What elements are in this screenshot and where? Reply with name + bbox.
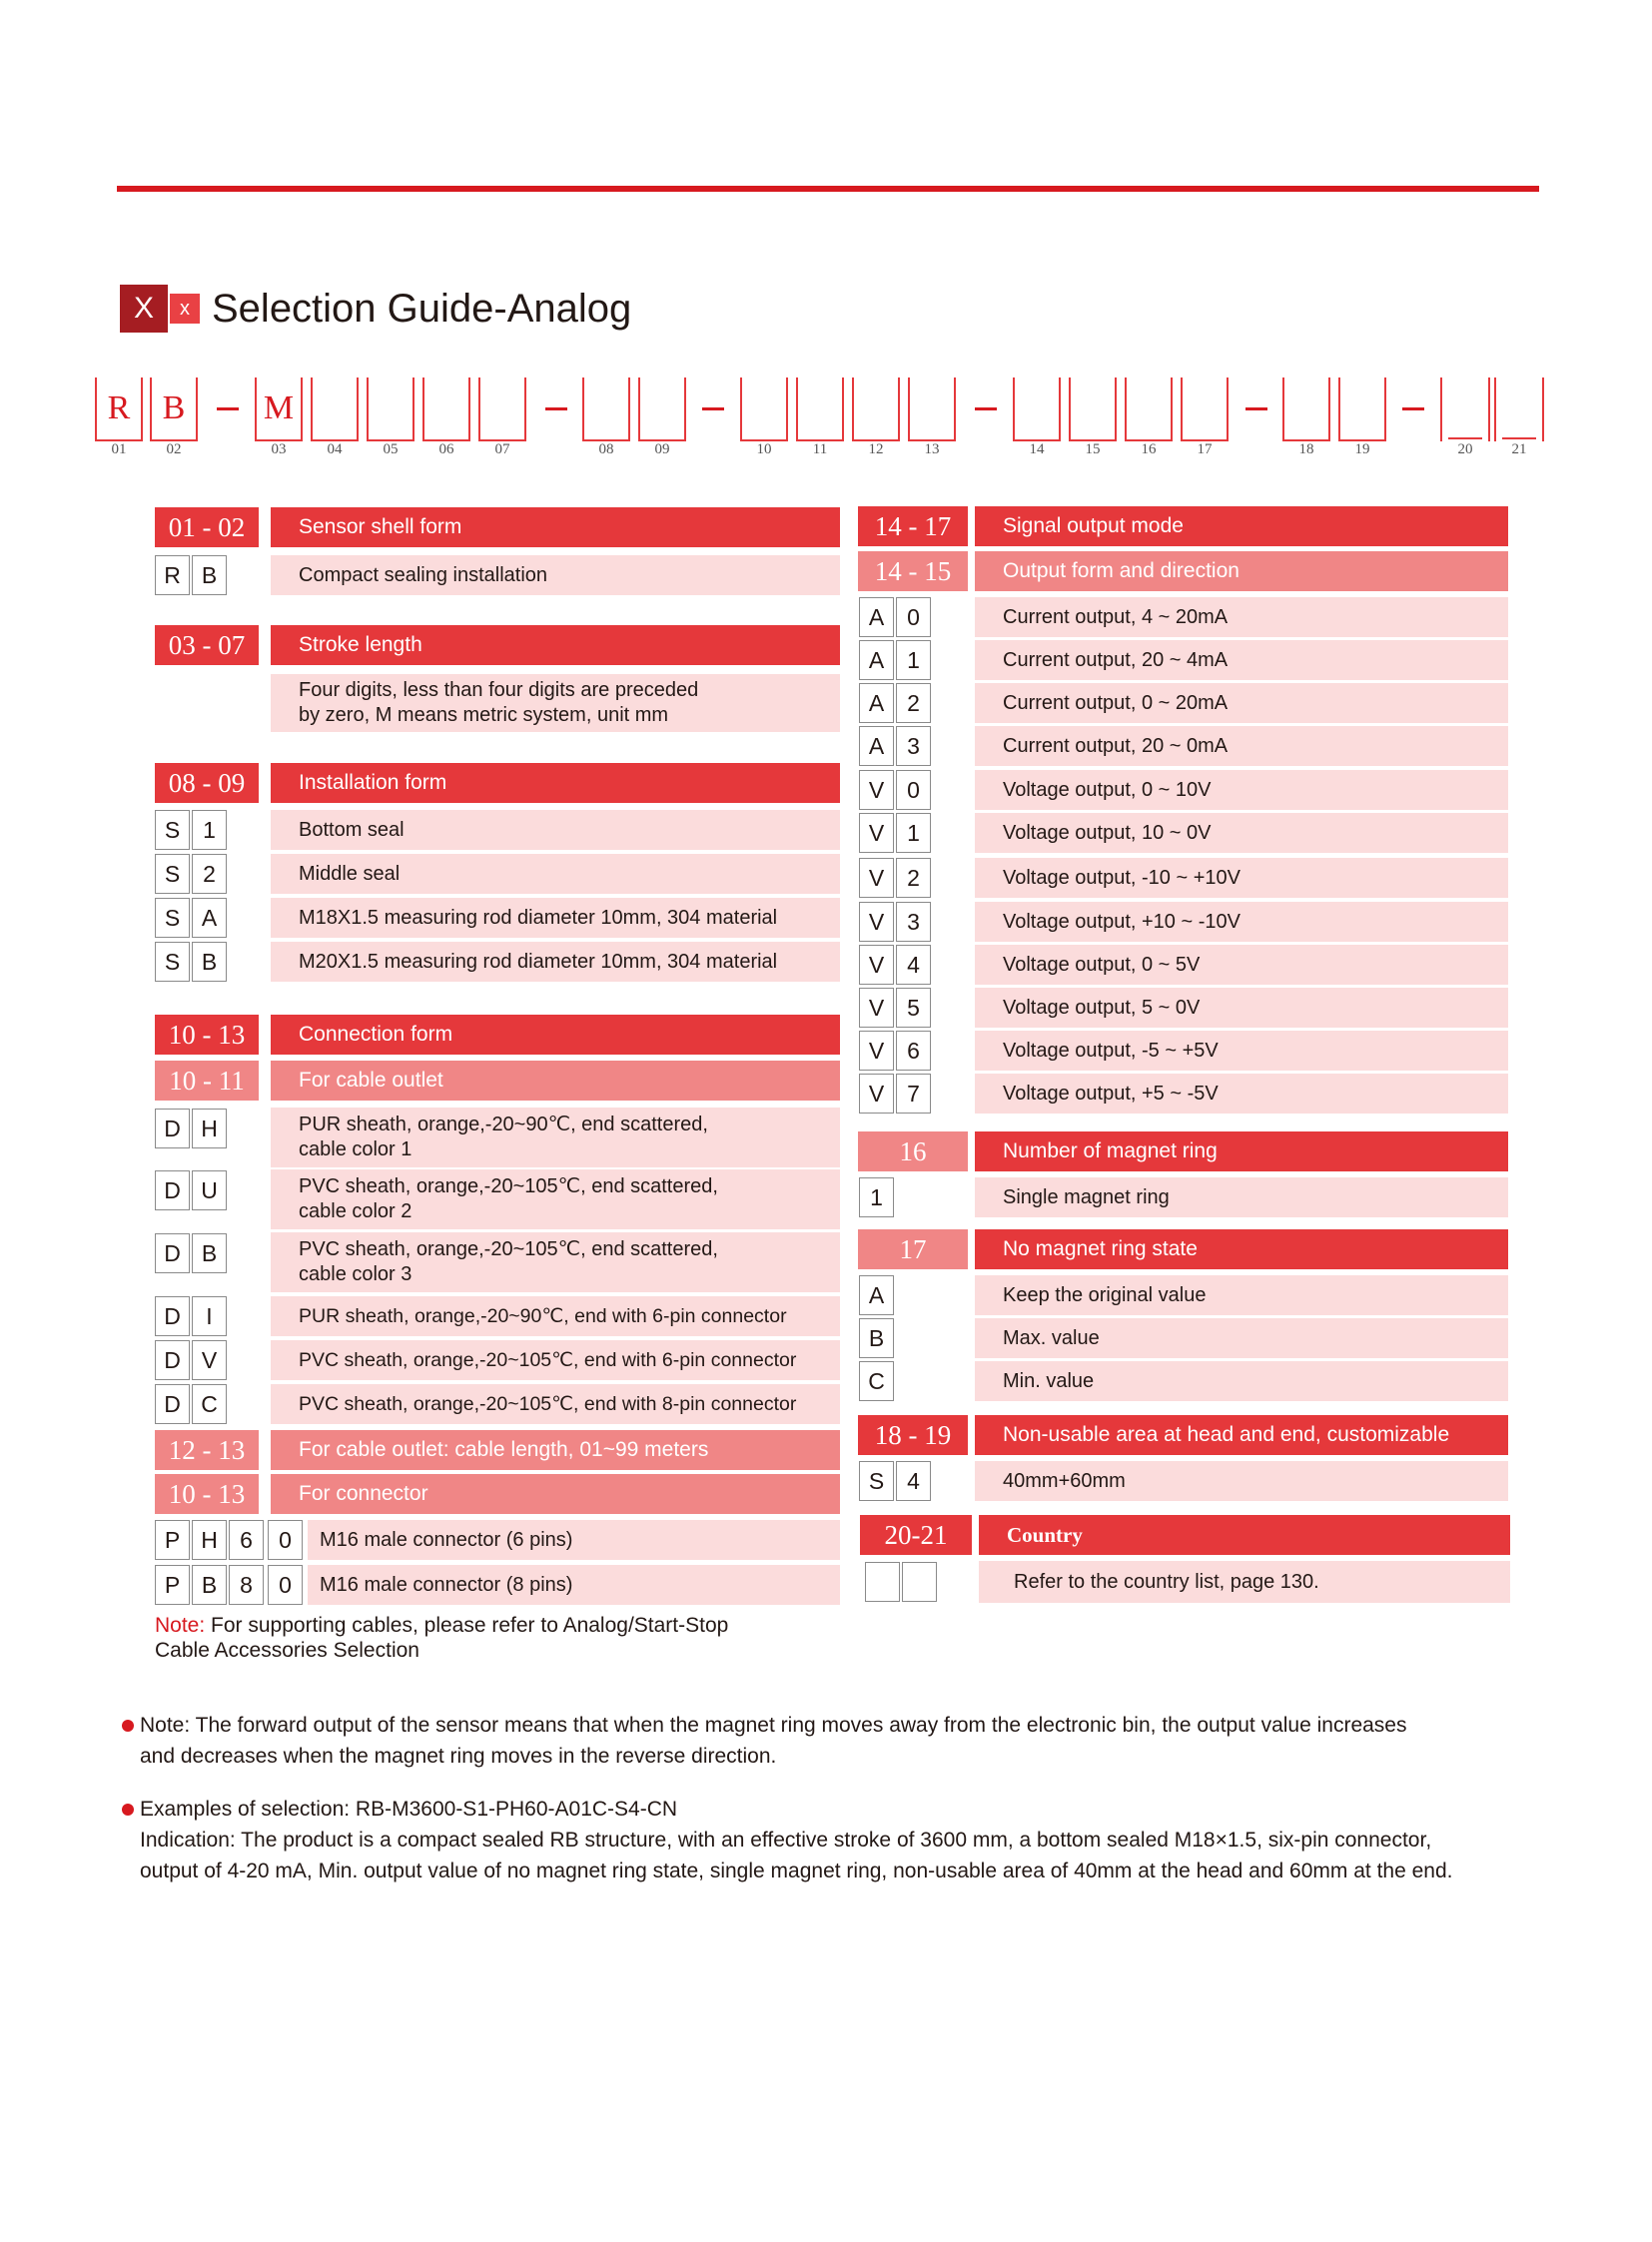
code-cell: H	[192, 1520, 227, 1560]
forward-output-note	[140, 1710, 1558, 1772]
option-desc: PVC sheath, orange,-20~105℃, end with 6-pin connector	[271, 1340, 840, 1380]
note-line: Note: The forward output of the sensor means that when the magnet ring moves away from the electronic bin, the output value increases	[140, 1714, 1407, 1737]
code-position: 12	[868, 441, 884, 457]
code-cell: V	[859, 1031, 894, 1071]
option-desc: Bottom seal	[271, 810, 840, 850]
code-cell: B	[192, 555, 227, 595]
section-label: 18 - 19	[858, 1415, 968, 1455]
code-cell: S	[155, 854, 190, 894]
code-cell: 5	[896, 988, 931, 1028]
code-position: 09	[654, 441, 670, 457]
code-box-07	[478, 377, 526, 441]
code-cell: H	[192, 1109, 227, 1148]
code-cell: P	[155, 1565, 190, 1605]
code-position: 08	[598, 441, 614, 457]
section-label: 10 - 13	[155, 1015, 259, 1055]
option-desc: Voltage output, 0 ~ 10V	[975, 770, 1508, 810]
code-cell: R	[155, 555, 190, 595]
code-box-09	[638, 377, 686, 441]
code-position: 19	[1354, 441, 1370, 457]
example-line: Indication: The product is a compact sealed RB structure, with an effective stroke of 3600 mm, a bottom sealed M18×1.5, six-pin connector,	[140, 1829, 1432, 1852]
code-cell: V	[192, 1340, 227, 1380]
option-desc: Voltage output, +5 ~ -5V	[975, 1074, 1508, 1114]
option-desc: Current output, 20 ~ 4mA	[975, 640, 1508, 680]
code-cell: 4	[896, 1461, 931, 1501]
option-desc: M20X1.5 measuring rod diameter 10mm, 304 material	[271, 942, 840, 982]
section-title: Sensor shell form	[271, 507, 840, 547]
subsection-label: 10 - 13	[155, 1474, 259, 1514]
option-desc: 40mm+60mm	[975, 1461, 1508, 1501]
code-box-21	[1494, 377, 1544, 441]
code-position: 21	[1511, 441, 1527, 457]
selection-example	[140, 1794, 1558, 1886]
section-label: 03 - 07	[155, 625, 259, 665]
code-position: 05	[383, 441, 399, 457]
section-label: 16	[858, 1131, 968, 1171]
code-cell: D	[155, 1296, 190, 1336]
code-cell: 1	[896, 640, 931, 680]
page-title: Selection Guide-Analog	[212, 286, 632, 331]
section-heading	[120, 284, 631, 334]
code-cell: D	[155, 1340, 190, 1380]
subsection-label: 12 - 13	[155, 1430, 259, 1470]
code-position: 02	[166, 441, 182, 457]
code-cell: 1	[192, 810, 227, 850]
option-desc: M16 male connector (6 pins)	[308, 1520, 840, 1560]
note-line: and decreases when the magnet ring moves in the reverse direction.	[140, 1745, 777, 1768]
code-cell: A	[859, 683, 894, 723]
code-position: 14	[1029, 441, 1045, 457]
code-cell: 6	[229, 1520, 264, 1560]
option-desc: Single magnet ring	[975, 1177, 1508, 1217]
code-cell: S	[155, 942, 190, 982]
desc-line: Four digits, less than four digits are preceded	[299, 679, 699, 701]
desc-line: cable color 3	[299, 1263, 413, 1285]
code-position: 10	[756, 441, 772, 457]
code-cell: V	[859, 988, 894, 1028]
option-desc: Current output, 20 ~ 0mA	[975, 726, 1508, 766]
option-desc: Current output, 4 ~ 20mA	[975, 597, 1508, 637]
option-desc: M18X1.5 measuring rod diameter 10mm, 304 material	[271, 898, 840, 938]
code-cell: A	[192, 898, 227, 938]
code-cell: A	[859, 1275, 894, 1315]
section-label: 01 - 02	[155, 507, 259, 547]
section-title: Installation form	[271, 763, 840, 803]
code-position: 06	[438, 441, 454, 457]
code-position: 17	[1197, 441, 1213, 457]
section-label: 08 - 09	[155, 763, 259, 803]
code-box-17	[1181, 377, 1229, 441]
option-desc: Min. value	[975, 1361, 1508, 1401]
option-desc: Voltage output, 10 ~ 0V	[975, 813, 1508, 853]
code-cell: S	[155, 898, 190, 938]
option-desc: Voltage output, 0 ~ 5V	[975, 945, 1508, 985]
code-cell: C	[859, 1361, 894, 1401]
code-box-15	[1069, 377, 1117, 441]
cable-note	[155, 1613, 728, 1663]
code-box-20	[1440, 377, 1490, 441]
code-dash	[975, 407, 997, 410]
code-position: 03	[271, 441, 287, 457]
code-dash	[217, 407, 239, 410]
section-title: Signal output mode	[975, 506, 1508, 546]
code-cell: 0	[268, 1565, 303, 1605]
code-position: 13	[924, 441, 940, 457]
code-box-10	[740, 377, 788, 441]
code-box-14	[1013, 377, 1061, 441]
code-box-13	[908, 377, 956, 441]
desc-line: PVC sheath, orange,-20~105℃, end scattered,	[299, 1175, 718, 1197]
section-title: Number of magnet ring	[975, 1131, 1508, 1171]
example-line: Examples of selection: RB-M3600-S1-PH60-A01C-S4-CN	[140, 1798, 678, 1821]
option-desc: Voltage output, -5 ~ +5V	[975, 1031, 1508, 1071]
code-cell: 1	[859, 1177, 894, 1217]
code-box-18	[1282, 377, 1330, 441]
desc-line: cable color 1	[299, 1138, 413, 1160]
section-label: 20-21	[860, 1515, 972, 1555]
code-cell: P	[155, 1520, 190, 1560]
section-label: 14 - 17	[858, 506, 968, 546]
option-desc	[271, 1232, 840, 1292]
code-cell: S	[859, 1461, 894, 1501]
code-cell: 3	[896, 726, 931, 766]
note-line: Cable Accessories Selection	[155, 1639, 419, 1662]
code-cell: 4	[896, 945, 931, 985]
code-box-16	[1125, 377, 1173, 441]
code-box-01: R	[95, 377, 143, 441]
option-desc: M16 male connector (8 pins)	[308, 1565, 840, 1605]
section-title: Non-usable area at head and end, customizable	[975, 1415, 1508, 1455]
subsection-title: For cable outlet: cable length, 01~99 meters	[271, 1430, 840, 1470]
code-box-04	[311, 377, 359, 441]
section-x-small-icon: x	[170, 294, 200, 324]
code-box-11	[796, 377, 844, 441]
subsection-title: For connector	[271, 1474, 840, 1514]
code-box-05	[367, 377, 414, 441]
code-position: 11	[812, 441, 828, 457]
code-cell: U	[192, 1170, 227, 1210]
code-cell: C	[192, 1384, 227, 1424]
option-desc: Keep the original value	[975, 1275, 1508, 1315]
option-desc: Compact sealing installation	[271, 555, 840, 595]
option-desc	[271, 1169, 840, 1229]
option-desc: Voltage output, +10 ~ -10V	[975, 902, 1508, 942]
desc-line: cable color 2	[299, 1200, 413, 1222]
code-cell: V	[859, 813, 894, 853]
example-line: output of 4-20 mA, Min. output value of no magnet ring state, single magnet ring, non-usable area of 40mm at the head and 60mm at the end.	[140, 1860, 1453, 1882]
code-dash	[1402, 407, 1424, 410]
subsection-title: For cable outlet	[271, 1061, 840, 1101]
code-cell: 6	[896, 1031, 931, 1071]
section-title: Stroke length	[271, 625, 840, 665]
code-cell: 8	[229, 1565, 264, 1605]
code-cell: 0	[896, 770, 931, 810]
option-desc: Max. value	[975, 1318, 1508, 1358]
option-desc: Voltage output, 5 ~ 0V	[975, 988, 1508, 1028]
code-cell: A	[859, 597, 894, 637]
option-desc: Voltage output, -10 ~ +10V	[975, 858, 1508, 898]
code-box-03: M	[255, 377, 303, 441]
subsection-label: 10 - 11	[155, 1061, 259, 1101]
code-position: 07	[494, 441, 510, 457]
note-line: For supporting cables, please refer to Analog/Start-Stop	[205, 1614, 729, 1637]
code-cell: 2	[896, 683, 931, 723]
code-cell: 0	[896, 597, 931, 637]
code-box-12	[852, 377, 900, 441]
code-cell: V	[859, 858, 894, 898]
code-position: 04	[327, 441, 343, 457]
code-cell: D	[155, 1233, 190, 1273]
code-cell: 2	[192, 854, 227, 894]
note-prefix: Note:	[155, 1614, 206, 1637]
code-box-02: B	[150, 377, 198, 441]
desc-line: PVC sheath, orange,-20~105℃, end scattered,	[299, 1238, 718, 1260]
subsection-title: Output form and direction	[975, 551, 1508, 591]
code-cell: B	[859, 1318, 894, 1358]
desc-line: by zero, M means metric system, unit mm	[299, 704, 669, 726]
code-position: 18	[1298, 441, 1314, 457]
code-cell: A	[859, 726, 894, 766]
code-cell: B	[192, 942, 227, 982]
desc-line: PUR sheath, orange,-20~90℃, end scattered,	[299, 1114, 708, 1135]
section-x-icon: X	[120, 285, 168, 333]
code-cell: D	[155, 1384, 190, 1424]
code-cell: D	[155, 1170, 190, 1210]
section-title: No magnet ring state	[975, 1229, 1508, 1269]
code-cell: 2	[896, 858, 931, 898]
code-position: 16	[1141, 441, 1157, 457]
code-cell: V	[859, 902, 894, 942]
section-title: Connection form	[271, 1015, 840, 1055]
top-rule	[117, 186, 1539, 192]
code-box-08	[582, 377, 630, 441]
code-cell: B	[192, 1565, 227, 1605]
code-cell: V	[859, 770, 894, 810]
code-cell: I	[192, 1296, 227, 1336]
code-cell	[865, 1562, 900, 1602]
code-dash	[1245, 407, 1267, 410]
option-desc: Middle seal	[271, 854, 840, 894]
code-position: 15	[1085, 441, 1101, 457]
code-position: 20	[1457, 441, 1473, 457]
code-dash	[545, 407, 567, 410]
option-desc: PUR sheath, orange,-20~90℃, end with 6-pin connector	[271, 1296, 840, 1336]
code-box-19	[1338, 377, 1386, 441]
option-desc: Refer to the country list, page 130.	[979, 1561, 1510, 1603]
code-cell: S	[155, 810, 190, 850]
code-cell	[902, 1562, 937, 1602]
bullet-icon	[122, 1804, 134, 1816]
code-dash	[702, 407, 724, 410]
option-desc	[271, 1108, 840, 1167]
section-label: 17	[858, 1229, 968, 1269]
option-desc: PVC sheath, orange,-20~105℃, end with 8-pin connector	[271, 1384, 840, 1424]
code-cell: 3	[896, 902, 931, 942]
code-cell: V	[859, 1074, 894, 1114]
section-title: Country	[979, 1515, 1510, 1555]
code-cell: 0	[268, 1520, 303, 1560]
code-cell: V	[859, 945, 894, 985]
code-cell: D	[155, 1109, 190, 1148]
bullet-icon	[122, 1720, 134, 1732]
code-box-06	[422, 377, 470, 441]
option-desc	[271, 674, 840, 732]
option-desc: Current output, 0 ~ 20mA	[975, 683, 1508, 723]
subsection-label: 14 - 15	[858, 551, 968, 591]
code-position: 01	[111, 441, 127, 457]
code-cell: 1	[896, 813, 931, 853]
code-cell: A	[859, 640, 894, 680]
code-cell: B	[192, 1233, 227, 1273]
code-cell: 7	[896, 1074, 931, 1114]
